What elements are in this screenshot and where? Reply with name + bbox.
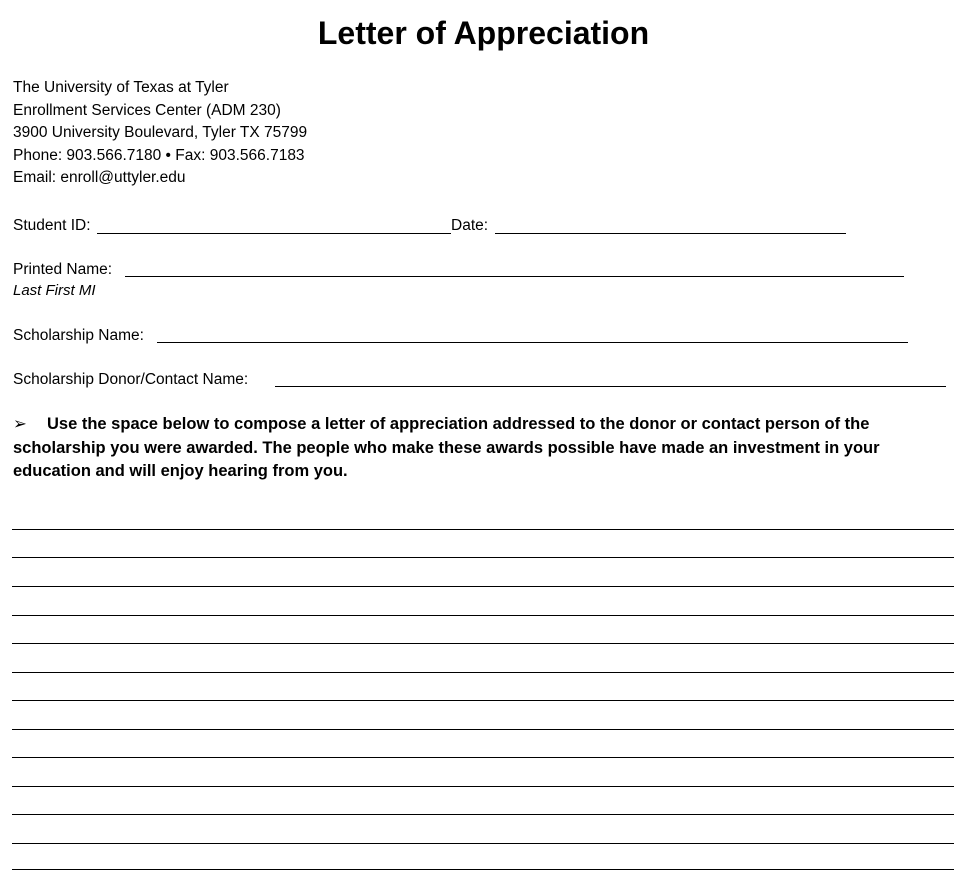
writing-line[interactable] xyxy=(12,843,954,844)
printed-name-field[interactable] xyxy=(125,276,904,277)
writing-line[interactable] xyxy=(12,643,954,644)
instructions-paragraph xyxy=(13,413,933,484)
page-title: Letter of Appreciation xyxy=(317,15,650,51)
writing-line[interactable] xyxy=(12,672,954,673)
writing-line[interactable] xyxy=(12,729,954,730)
writing-line[interactable] xyxy=(12,529,954,530)
address-email: Email: enroll@uttyler.edu xyxy=(13,169,186,186)
writing-line[interactable] xyxy=(12,615,954,616)
donor-contact-name-label: Scholarship Donor/Contact Name: xyxy=(13,371,249,388)
student-id-label: Student ID: xyxy=(13,217,91,234)
address-street: 3900 University Boulevard, Tyler TX 75799 xyxy=(13,124,308,141)
scholarship-name-label: Scholarship Name: xyxy=(13,327,144,344)
printed-name-hint: Last First MI xyxy=(13,282,96,299)
donor-contact-name-field[interactable] xyxy=(275,386,946,387)
date-field[interactable] xyxy=(495,233,846,234)
scholarship-name-field[interactable] xyxy=(157,342,908,343)
address-block xyxy=(13,77,307,190)
address-phone-fax: Phone: 903.566.7180 • Fax: 903.566.7183 xyxy=(13,146,305,164)
arrow-bullet-icon: ➢ xyxy=(13,415,27,433)
writing-line[interactable] xyxy=(12,786,954,787)
address-institution: The University of Texas at Tyler xyxy=(13,79,229,96)
writing-line[interactable] xyxy=(12,700,954,701)
printed-name-label: Printed Name: xyxy=(13,261,113,278)
instructions-text: Use the space below to compose a letter of appreciation addressed to the donor or contact person of the scholarship you were awarded. The people who make these awards possible have made an investment in your education and will enjoy hearing from you. xyxy=(13,415,880,480)
writing-line[interactable] xyxy=(12,586,954,587)
writing-line[interactable] xyxy=(12,557,954,558)
date-label: Date: xyxy=(451,217,489,234)
address-office: Enrollment Services Center (ADM 230) xyxy=(13,101,281,119)
student-id-field[interactable] xyxy=(97,233,451,234)
writing-line[interactable] xyxy=(12,869,954,870)
writing-line[interactable] xyxy=(12,814,954,815)
writing-line[interactable] xyxy=(12,757,954,758)
